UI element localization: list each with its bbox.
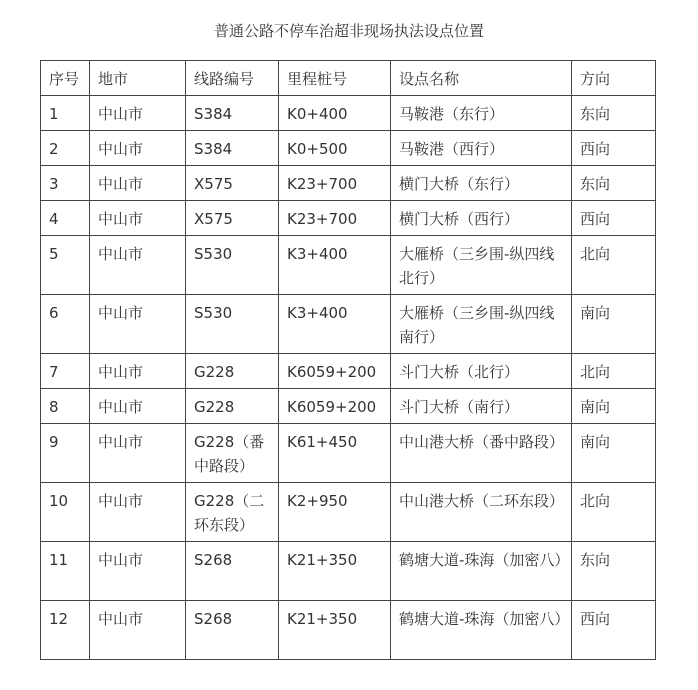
cell-site: 鹤塘大道-珠海（加密八） [391, 542, 572, 601]
cell-site: 中山港大桥（二环东段） [391, 483, 572, 542]
cell-route: G228 [186, 389, 279, 424]
cell-no: 8 [41, 389, 90, 424]
cell-stake: K21+350 [279, 601, 391, 660]
cell-no: 10 [41, 483, 90, 542]
header-stake: 里程桩号 [279, 61, 391, 96]
cell-route: G228（二环东段） [186, 483, 279, 542]
cell-direction: 西向 [572, 201, 656, 236]
cell-direction: 东向 [572, 542, 656, 601]
cell-route: S268 [186, 601, 279, 660]
cell-direction: 东向 [572, 96, 656, 131]
header-route: 线路编号 [186, 61, 279, 96]
cell-stake: K3+400 [279, 295, 391, 354]
cell-stake: K23+700 [279, 166, 391, 201]
cell-stake: K6059+200 [279, 389, 391, 424]
cell-site: 横门大桥（东行） [391, 166, 572, 201]
document-title: 普通公路不停车治超非现场执法设点位置 [213, 22, 484, 40]
cell-route: G228（番中路段） [186, 424, 279, 483]
enforcement-sites-table [40, 60, 656, 660]
table-row [41, 483, 656, 542]
cell-city: 中山市 [90, 542, 186, 601]
cell-city: 中山市 [90, 483, 186, 542]
cell-stake: K3+400 [279, 236, 391, 295]
cell-city: 中山市 [90, 354, 186, 389]
cell-site: 马鞍港（东行） [391, 96, 572, 131]
cell-city: 中山市 [90, 295, 186, 354]
table-row [41, 131, 656, 166]
cell-direction: 东向 [572, 166, 656, 201]
cell-direction: 南向 [572, 424, 656, 483]
cell-city: 中山市 [90, 201, 186, 236]
cell-route: S530 [186, 295, 279, 354]
cell-no: 11 [41, 542, 90, 601]
table-row [41, 166, 656, 201]
cell-no: 9 [41, 424, 90, 483]
cell-no: 4 [41, 201, 90, 236]
cell-direction: 北向 [572, 354, 656, 389]
cell-direction: 北向 [572, 236, 656, 295]
cell-site: 大雁桥（三乡围-纵四线南行） [391, 295, 572, 354]
table-row [41, 424, 656, 483]
cell-route: X575 [186, 201, 279, 236]
cell-route: S384 [186, 96, 279, 131]
table-row [41, 96, 656, 131]
cell-route: S530 [186, 236, 279, 295]
cell-city: 中山市 [90, 96, 186, 131]
cell-site: 横门大桥（西行） [391, 201, 572, 236]
header-direction: 方向 [572, 61, 656, 96]
cell-direction: 南向 [572, 295, 656, 354]
cell-no: 12 [41, 601, 90, 660]
table-row [41, 354, 656, 389]
cell-direction: 西向 [572, 601, 656, 660]
cell-stake: K21+350 [279, 542, 391, 601]
cell-no: 5 [41, 236, 90, 295]
table-row [41, 601, 656, 660]
table-row [41, 201, 656, 236]
cell-no: 3 [41, 166, 90, 201]
cell-site: 大雁桥（三乡围-纵四线北行） [391, 236, 572, 295]
header-no: 序号 [41, 61, 90, 96]
cell-stake: K23+700 [279, 201, 391, 236]
table-row [41, 236, 656, 295]
cell-city: 中山市 [90, 166, 186, 201]
table-row [41, 542, 656, 601]
cell-stake: K0+400 [279, 96, 391, 131]
cell-city: 中山市 [90, 424, 186, 483]
cell-no: 6 [41, 295, 90, 354]
table-row [41, 295, 656, 354]
cell-city: 中山市 [90, 601, 186, 660]
cell-city: 中山市 [90, 236, 186, 295]
cell-route: S268 [186, 542, 279, 601]
cell-route: S384 [186, 131, 279, 166]
cell-no: 1 [41, 96, 90, 131]
cell-city: 中山市 [90, 389, 186, 424]
cell-stake: K61+450 [279, 424, 391, 483]
table-header-row [41, 61, 656, 96]
header-site: 设点名称 [391, 61, 572, 96]
cell-site: 马鞍港（西行） [391, 131, 572, 166]
cell-no: 2 [41, 131, 90, 166]
cell-route: G228 [186, 354, 279, 389]
cell-no: 7 [41, 354, 90, 389]
cell-direction: 南向 [572, 389, 656, 424]
cell-stake: K6059+200 [279, 354, 391, 389]
cell-site: 斗门大桥（北行） [391, 354, 572, 389]
cell-stake: K0+500 [279, 131, 391, 166]
cell-direction: 西向 [572, 131, 656, 166]
cell-site: 中山港大桥（番中路段） [391, 424, 572, 483]
cell-site: 鹤塘大道-珠海（加密八） [391, 601, 572, 660]
cell-direction: 北向 [572, 483, 656, 542]
cell-route: X575 [186, 166, 279, 201]
cell-city: 中山市 [90, 131, 186, 166]
table-row [41, 389, 656, 424]
cell-site: 斗门大桥（南行） [391, 389, 572, 424]
header-city: 地市 [90, 61, 186, 96]
cell-stake: K2+950 [279, 483, 391, 542]
